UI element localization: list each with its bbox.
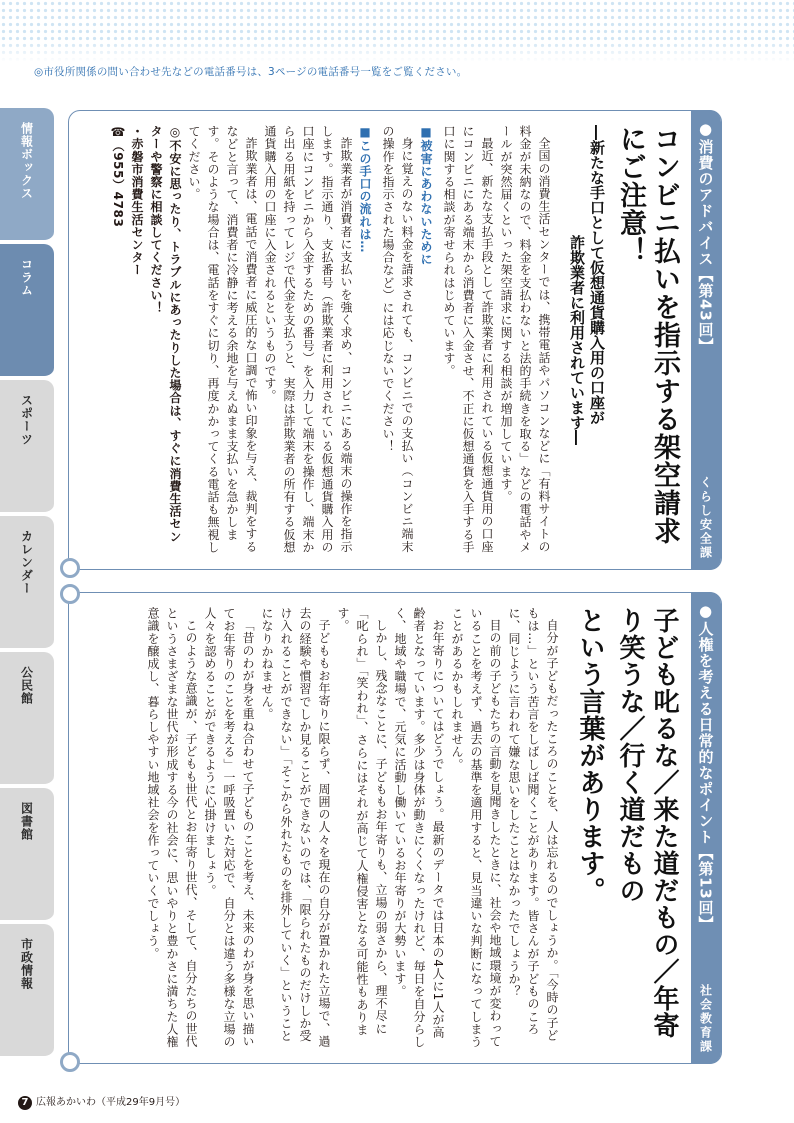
- article-text: [108, 125, 553, 555]
- advice-note: ◎不安に思ったり、トラブルにあったりした場合は、すぐに消費生活センターや警察に相談してください！: [149, 125, 182, 543]
- article-headline: コンビニ払いを指示する架空請求にご注意！: [615, 125, 680, 545]
- subhead-line: 詐欺業者に利用されています―: [568, 235, 586, 445]
- article-subhead: [567, 125, 607, 555]
- paragraph: 全国の消費生活センターでは、携帯電話やパソコンなどに「有料サイトの料金が未納なので、料金を支払わないと法的手続きを取る」などの電話やメールが突然届くといった架空請求に関する相談が増加しています。: [499, 125, 551, 554]
- tab-library[interactable]: [0, 788, 54, 922]
- consumer-advice-article: [68, 110, 722, 570]
- tab-calendar[interactable]: [0, 516, 54, 650]
- paragraph: 詐欺業者が消費者に支払いを強く求め、コンビニにある端末の操作を指示します。指示通り、支払番号（詐欺業者に利用されている仮想通貨購入用の口座にコンビニから入金するための番号）を入力して端末を操作し、端末から出る用紙を持ってレジで代金を支払うと、実際は詐欺業者の所有する仮想通貨購入用の口座に入金されるというものです。: [263, 125, 353, 554]
- department-label: 社会教育課: [698, 984, 713, 1054]
- tab-sports[interactable]: [0, 380, 54, 514]
- subheading: ■被害にあわないために: [419, 125, 433, 266]
- paragraph: 自分が子どもだったころのことを、人は忘れるのでしょうか。「今時の子どもは…」という苦言をしばしば聞くことがあります。皆さんが子どものころに、同じように言われて嫌な思いをしたことはなかったでしょうか？: [507, 607, 559, 1042]
- paragraph: 身に覚えのない料金を請求されても、コンビニでの支払い（コンビニ端末の操作を指示された場合など）には応じないでください！: [381, 125, 414, 553]
- article-body: [83, 607, 681, 1049]
- paragraph: 詐欺業者は、電話で消費者に威圧的な口調で怖い印象を与え、裁判をするなどと言って、消費者に冷静に考える余地を与えぬまま支払いを急かします。そのような場合は、電話をすぐに切り、再度かかってくる電話も無視してください。: [187, 125, 258, 554]
- article-text: [143, 607, 561, 1049]
- tab-info-box[interactable]: [0, 108, 54, 242]
- article-headline-2: という言葉があります。: [575, 607, 605, 904]
- tab-label: 公民館: [19, 666, 34, 705]
- tab-label: コラム: [19, 258, 34, 297]
- subheading: ■この手口の流れは…: [358, 125, 372, 253]
- section-bar: [691, 592, 721, 1064]
- article-headline: 子ども叱るな／来た道だもの／年寄り笑うな／行く道だもの: [615, 607, 679, 1039]
- section-bar: [691, 110, 721, 570]
- paragraph: 子どももお年寄りに限らず、周囲の人々を現在の自分が置かれた立場で、過去の経験や慣習でしか見ることができないのでは、「限られたものだけしか受け入れることができない」「そこから外れたものを排外していく」ということになりかねません。: [260, 607, 331, 1048]
- section-title: ●人権を考える日常的なポイント【第13回】: [696, 602, 715, 932]
- page-footer: [18, 1093, 185, 1110]
- tab-label: スポーツ: [19, 394, 34, 446]
- tab-city-info[interactable]: [0, 924, 54, 1058]
- page-number: 7: [18, 1096, 32, 1110]
- phone-notice: ◎市役所関係の問い合わせ先などの電話番号は、3ページの電話番号一覧をご覧ください。: [34, 66, 468, 78]
- tab-label: 市政情報: [19, 938, 34, 990]
- paragraph: 目の前の子どもたちの言動を見聞きしたときに、社会や地域環境が変わっていることを考えず、過去の基準を適用すると、見当違いな判断になってしまうことがあるかもしれません。: [450, 607, 502, 1048]
- paragraph: お年寄りについてはどうでしょう。最新のデータでは日本の4人に1人が高齢者となっています。多少は身体が動きにくくなったけれど、毎日を自分らしく、地域や職場で、元気に活動し働いているお年寄りが大勢います。: [393, 607, 445, 1048]
- ring-decoration: [60, 558, 80, 578]
- ring-decoration: [60, 584, 80, 604]
- section-title: ●消費のアドバイス【第43回】: [696, 120, 715, 354]
- tab-label: 情報ボックス: [19, 122, 34, 200]
- paragraph: 「昔のわが身を重ね合わせて子どものことを考え、未来のわが身を思い描いてお年寄りのことを考える」一呼吸置いた対応で、自分とは違う多様な立場の人々を認めることができるように心掛けましょう。: [203, 607, 255, 1048]
- human-rights-article: [68, 592, 722, 1064]
- tab-column[interactable]: [0, 244, 54, 378]
- header-pattern: [0, 0, 794, 62]
- ring-decoration: [60, 1052, 80, 1072]
- contact-name: ・赤磐市消費生活センター: [130, 125, 144, 277]
- tab-label: 図書館: [19, 802, 34, 841]
- paragraph: しかし、残念なことに、子どももお年寄りも、立場の弱さから、理不尽に「叱られ」「笑われ」、さらにはそれが高じて人権侵害となる可能性もあります。: [336, 607, 388, 1036]
- paragraph: 最近、新たな支払手段として詐欺業者に利用されている仮想通貨用の口座にコンビニにある端末から消費者に入金させ、不正に仮想通貨を入手する手口に関する相談が寄せられはじめています。: [442, 125, 494, 554]
- article-body: [83, 125, 681, 555]
- publication-title: 広報あかいわ（平成29年9月号）: [36, 1097, 186, 1108]
- tab-label: カレンダー: [19, 530, 34, 595]
- tab-community-hall[interactable]: [0, 652, 54, 786]
- subhead-line: ―新たな手口として仮想通貨購入用の口座が: [588, 125, 606, 425]
- contact-phone: ☎（955）4783: [111, 125, 125, 228]
- paragraph: このような意識が、子どもも世代とお年寄り世代、そして、自分たちの世代というさまざまな世代が形成する今の社会に、思いやりと豊かさに満ちた人権意識を醸成し、暮らしやすい地域社会を作っていくでしょう。: [146, 607, 198, 1048]
- department-label: くらし安全課: [698, 476, 713, 560]
- side-tabs: [0, 108, 54, 1060]
